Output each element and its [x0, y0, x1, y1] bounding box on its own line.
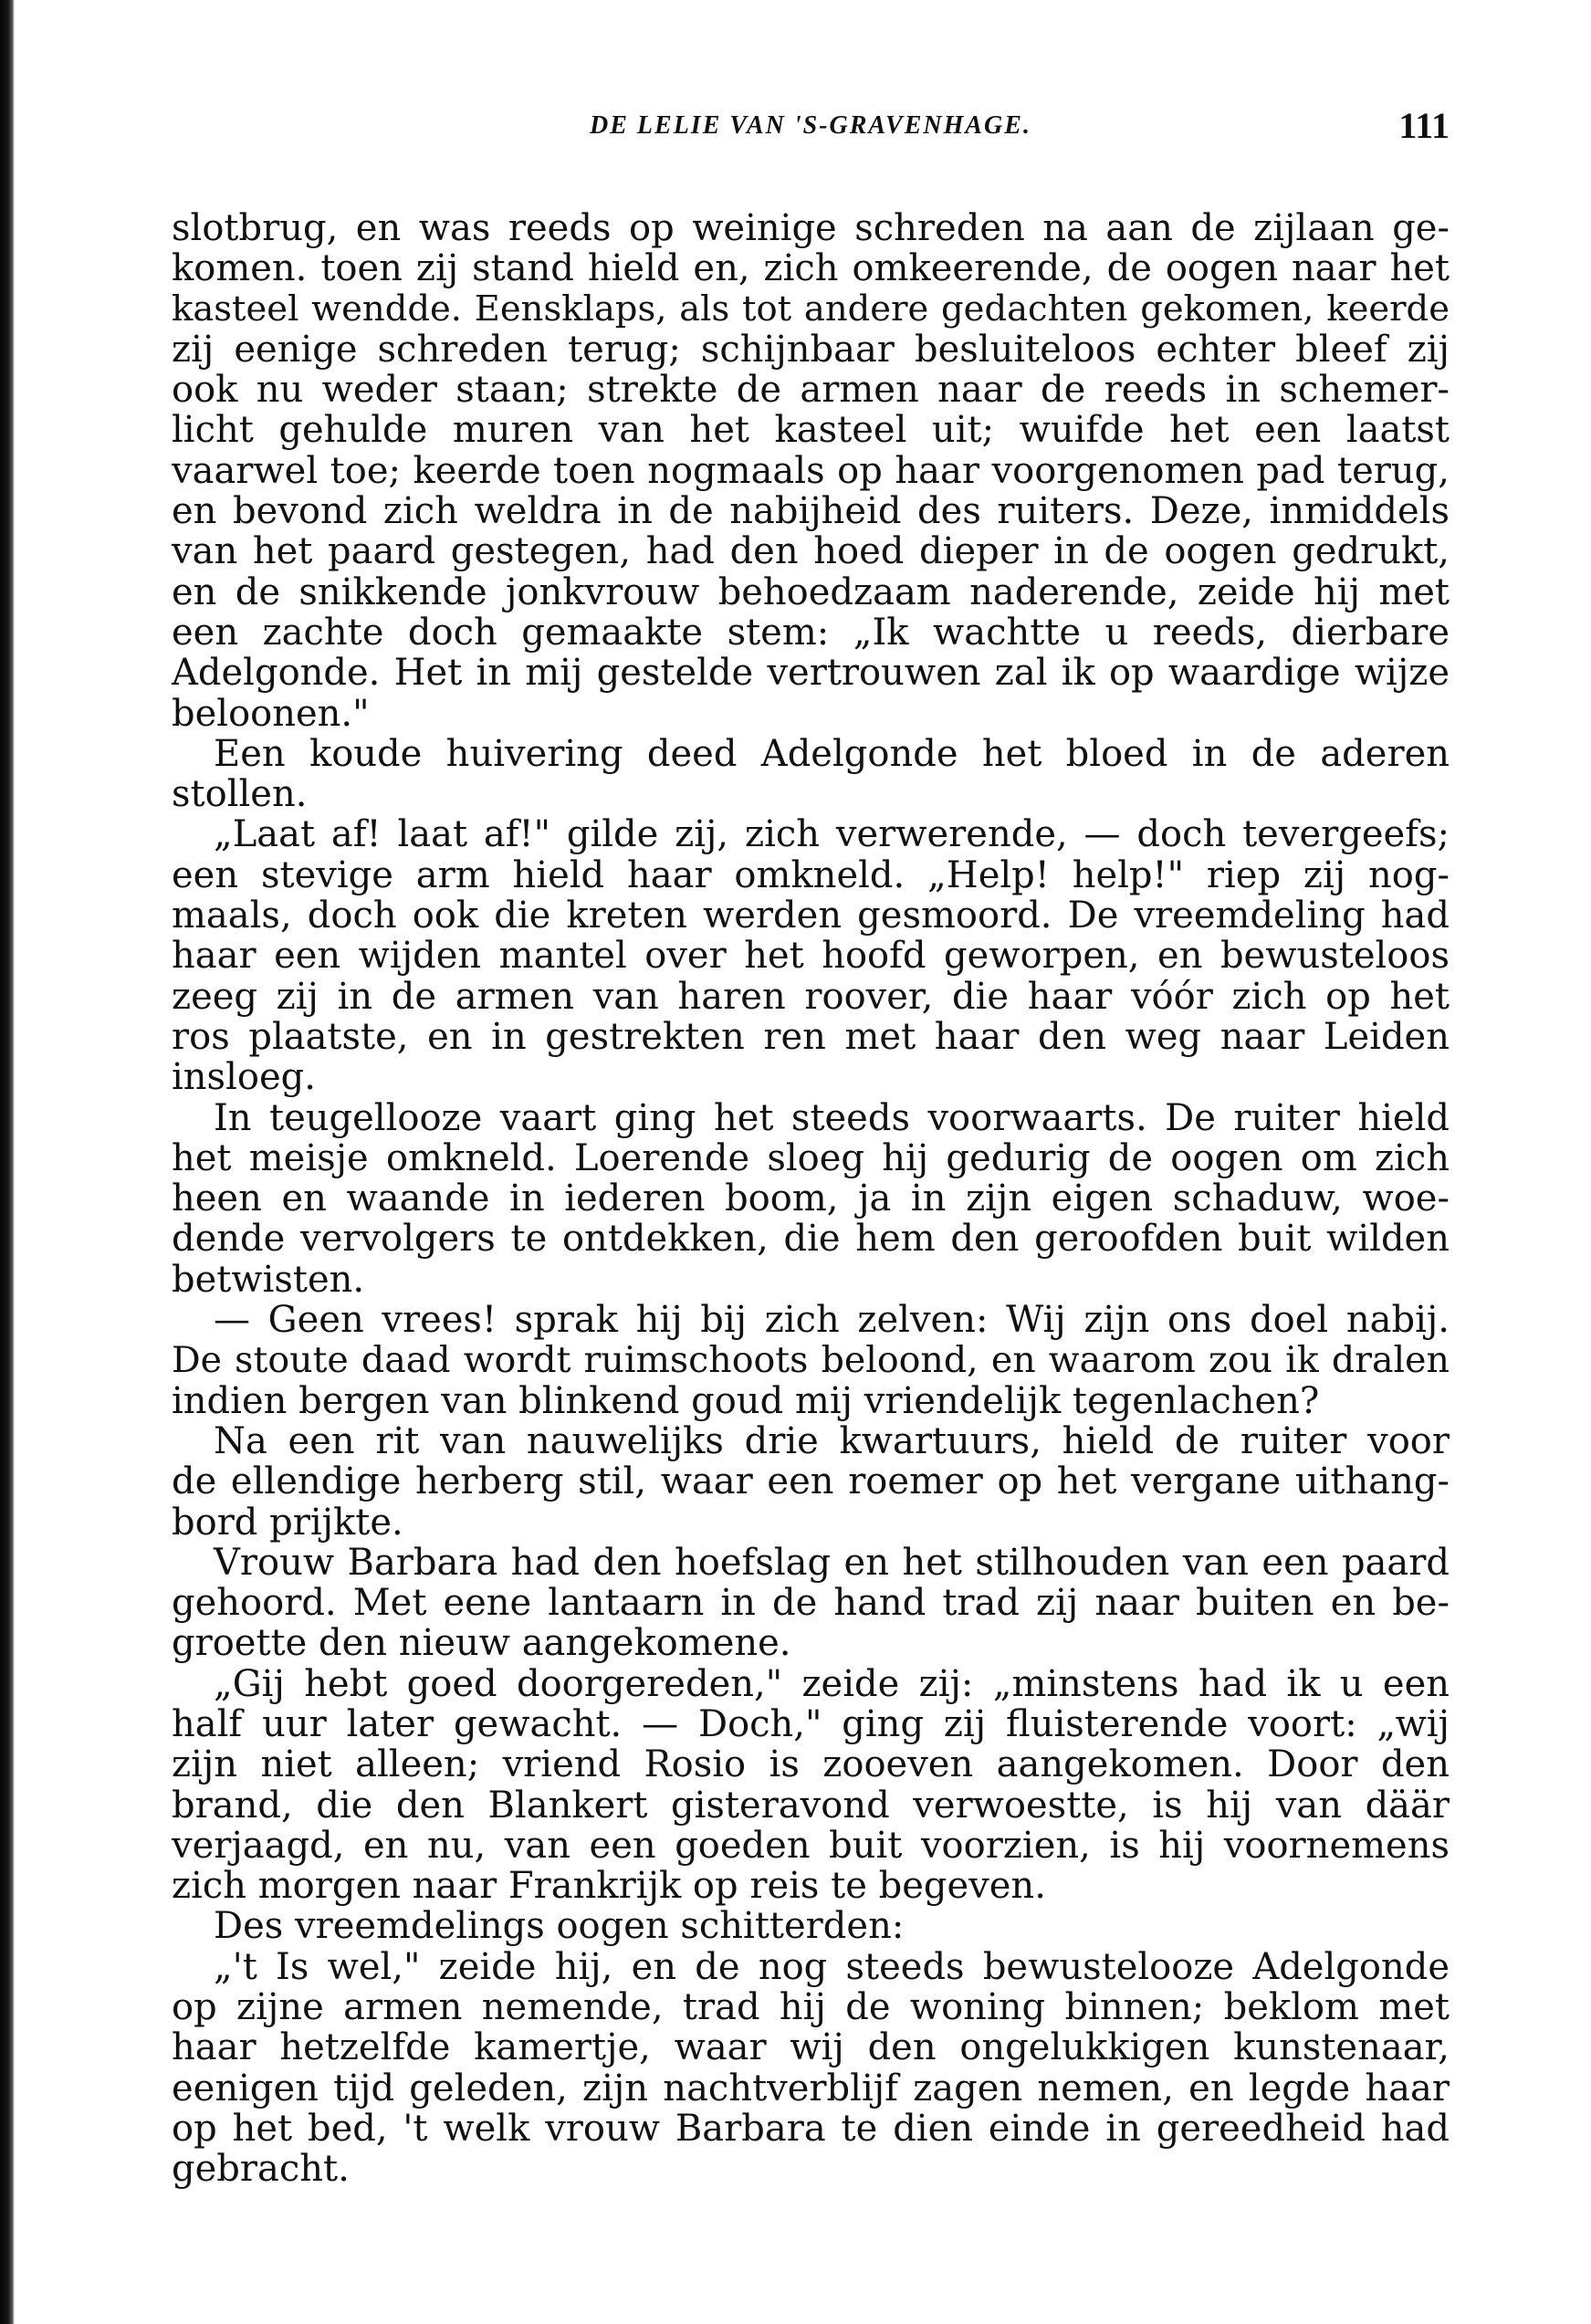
text-line: indien bergen van blinkend goud mij vriendelijk tegenlachen? [172, 1379, 1320, 1422]
text-line: Vrouw Barbara had den hoefslag en het stilhouden van een paard [214, 1541, 1450, 1584]
text-line: haar hetzelfde kamertje, waar wij den ongelukkigen kunstenaar, [172, 2026, 1450, 2069]
text-line: Adelgonde. Het in mij gestelde vertrouwen zal ik op waardige wijze [172, 652, 1450, 695]
text-line: „Laat af! laat af!" gilde zij, zich verwerende, — doch tevergeefs; [214, 813, 1450, 856]
text-line: — Geen vrees! sprak hij bij zich zelven: Wij zijn ons doel nabij. [214, 1299, 1450, 1342]
text-line: zich morgen naar Frankrijk op reis te begeven. [172, 1865, 1046, 1908]
text-line: zij eenige schreden terug; schijnbaar besluiteloos echter bleef zij [172, 328, 1450, 371]
text-line: ook nu weder staan; strekte de armen naar de reeds in schemer- [172, 369, 1450, 412]
text-line: kasteel wendde. Eensklaps, als tot andere gedachten gekomen, keerde [172, 288, 1450, 330]
text-line: „Gij hebt goed doorgereden," zeide zij: „minstens had ik u een [214, 1662, 1450, 1705]
text-line: Des vreemdelings oogen schitterden: [214, 1905, 905, 1948]
text-line: heen en waande in iederen boom, ja in zijn eigen schaduw, woe- [172, 1178, 1450, 1220]
page-binding-edge [0, 0, 15, 2324]
text-line: beloonen." [172, 692, 370, 735]
text-line: haar een wijden mantel over het hoofd geworpen, en bewusteloos [172, 935, 1450, 978]
text-line: betwisten. [172, 1258, 365, 1301]
text-line: op het bed, 't welk vrouw Barbara te dien einde in gereedheid had [172, 2107, 1450, 2150]
text-line: brand, die den Blankert gisteravond verwoestte, is hij van däär [172, 1784, 1450, 1827]
text-line: In teugellooze vaart ging het steeds voorwaarts. De ruiter hield [214, 1096, 1450, 1139]
text-line: groette den nieuw aangekomene. [172, 1622, 791, 1665]
text-line: van het paard gestegen, had den hoed dieper in de oogen gedrukt, [172, 530, 1450, 573]
body-text [172, 208, 1450, 2190]
text-line: insloeg. [172, 1056, 316, 1099]
text-line: half uur later gewacht. — Doch," ging zij fluisterende voort: „wij [172, 1702, 1450, 1745]
text-line: gehoord. Met eene lantaarn in de hand trad zij naar buiten en be- [172, 1582, 1450, 1625]
text-line: zeeg zij in de armen van haren roover, die haar vóór zich op het [172, 975, 1450, 1018]
text-line: Na een rit van nauwelijks drie kwartuurs, hield de ruiter voor [214, 1419, 1450, 1462]
text-line: maals, doch ook die kreten werden gesmoord. De vreemdeling had [172, 895, 1450, 937]
page-header [172, 102, 1450, 157]
text-line: stollen. [172, 773, 308, 816]
text-line: zijn niet alleen; vriend Rosio is zooeven aangekomen. Door den [172, 1743, 1450, 1786]
text-line: licht gehulde muren van het kasteel uit; wuifde het een laatst [172, 409, 1450, 452]
text-line: dende vervolgers te ontdekken, die hem den geroofden buit wilden [172, 1218, 1450, 1261]
text-line: eenigen tijd geleden, zijn nachtverblijf zagen nemen, en legde haar [172, 2067, 1450, 2109]
text-line: en bevond zich weldra in de nabijheid des ruiters. Deze, inmiddels [172, 490, 1450, 533]
text-line: een stevige arm hield haar omkneld. „Help! help!" riep zij nog- [172, 853, 1450, 896]
text-line: ros plaatste, en in gestrekten ren met haar den weg naar Leiden [172, 1015, 1450, 1058]
text-line: en de snikkende jonkvrouw behoedzaam naderende, zeide hij met [172, 571, 1450, 613]
text-line: op zijne armen nemende, trad hij de woning binnen; beklom met [172, 1986, 1450, 2029]
text-line: vaarwel toe; keerde toen nogmaals op haar voorgenomen pad terug, [172, 449, 1450, 492]
text-line: gebracht. [172, 2148, 350, 2191]
text-line: de ellendige herberg stil, waar een roemer op het vergane uithang- [172, 1460, 1450, 1503]
text-line: bord prijkte. [172, 1501, 403, 1544]
text-line: komen. toen zij stand hield en, zich omkeerende, de oogen naar het [172, 247, 1450, 290]
text-line: Een koude huivering deed Adelgonde het bloed in de aderen [214, 732, 1450, 775]
text-line: verjaagd, en nu, van een goeden buit voorzien, is hij voornemens [172, 1824, 1450, 1867]
text-line: een zachte doch gemaakte stem: „Ik wachtte u reeds, dierbare [172, 611, 1450, 654]
page-number: 111 [1398, 105, 1450, 146]
text-line: slotbrug, en was reeds op weinige schreden na aan de zijlaan ge- [172, 207, 1450, 249]
text-line: het meisje omkneld. Loerende sloeg hij gedurig de oogen om zich [172, 1136, 1450, 1179]
text-line: „'t Is wel," zeide hij, en de nog steeds bewustelooze Adelgonde [214, 1945, 1450, 1988]
text-line: De stoute daad wordt ruimschoots beloond, en waarom zou ik dralen [172, 1339, 1450, 1382]
running-title: DE LELIE VAN 'S-GRAVENHAGE. [590, 111, 1031, 140]
